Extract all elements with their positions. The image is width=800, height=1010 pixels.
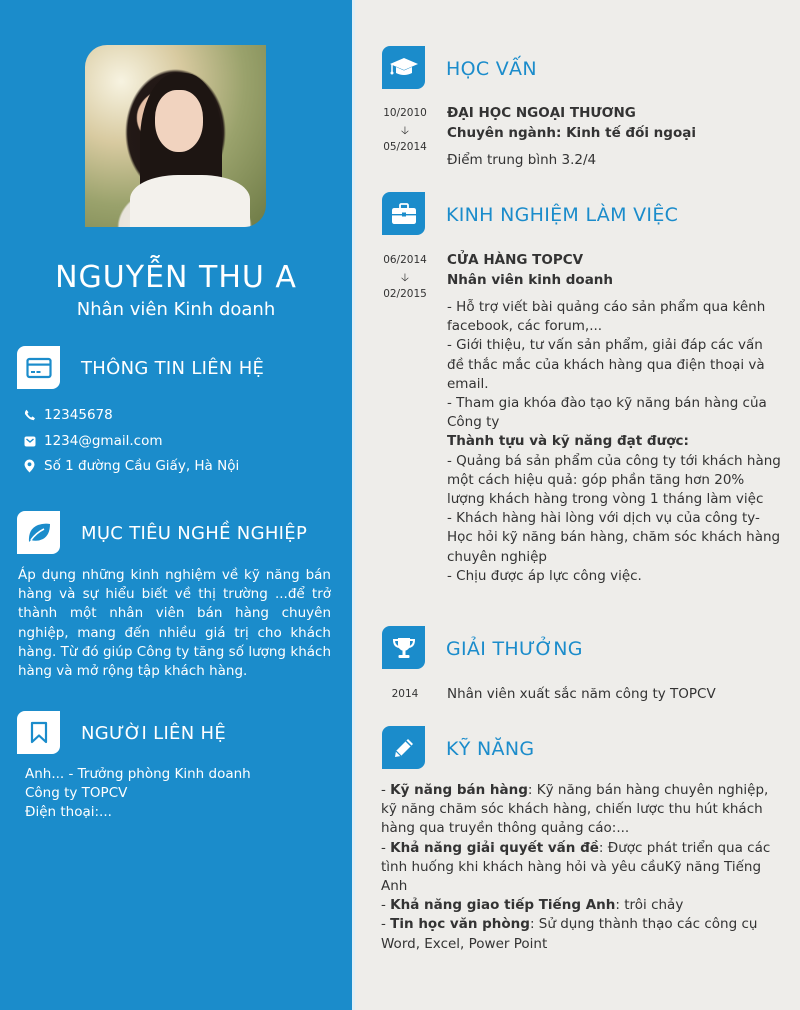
arrow-down-icon: 🡣 (401, 124, 409, 137)
reference-list (25, 765, 335, 823)
experience-end-date: 02/2015 (383, 288, 427, 300)
award-year: 2014 (391, 688, 419, 700)
section-title-skills: KỸ NĂNG (446, 738, 535, 760)
phone-icon (24, 409, 44, 421)
education-major: Chuyên ngành: Kinh tế đối ngoại (447, 125, 696, 141)
section-title-objective: MỤC TIÊU NGHỀ NGHIỆP (81, 523, 308, 544)
graduation-cap-icon (382, 46, 425, 89)
experience-start-date: 06/2014 (383, 254, 427, 266)
profile-photo (85, 45, 266, 227)
experience-company: CỬA HÀNG TOPCV (447, 252, 584, 268)
reference-line: Điện thoại:... (25, 804, 112, 821)
reference-line: Anh... - Trưởng phòng Kinh doanh (25, 766, 251, 782)
skill-item: - Khả năng giải quyết vấn đề: Được phát triển qua các tình huống khi khách hàng hỏi và yêu cầuKỹ năng Tiếng Anh (381, 839, 771, 895)
skill-label: Khả năng giao tiếp Tiếng Anh (390, 897, 616, 914)
experience-achievement: - Khách hàng hài lòng với dịch vụ của công ty- Học hỏi kỹ năng bán hàng, chăm sóc khách hàng chuyên nghiệp (447, 510, 781, 565)
section-title-contact: THÔNG TIN LIÊN HỆ (81, 358, 265, 379)
experience-achievements-title: Thành tựu và kỹ năng đạt được: (447, 433, 689, 450)
skill-item: - Khả năng giao tiếp Tiếng Anh: trôi chảy (381, 897, 684, 914)
objective-text: Áp dụng những kinh nghiệm về kỹ năng bán hàng và sự hiểu biết về thị trường ...để trở thành một nhân viên bán hàng chuyên nghiệp, mang đến nhiều giá trị cho khách hàng. Từ đó giúp Công ty tăng số lượng khách hàng và mở rộng tập khách hàng. (18, 567, 331, 680)
contact-email-text: 1234@gmail.com (44, 433, 163, 449)
briefcase-icon (382, 192, 425, 235)
map-pin-icon (24, 459, 44, 473)
experience-achievement: - Chịu được áp lực công việc. (447, 567, 642, 584)
photo-body (130, 175, 250, 227)
section-title-reference: NGƯỜI LIÊN HỆ (81, 723, 227, 744)
contact-phone (24, 407, 113, 423)
experience-details (447, 298, 782, 586)
skill-item: - Tin học văn phòng: Sử dụng thành thạo các công cụ Word, Excel, Power Point (381, 916, 758, 952)
experience-duty: - Tham gia khóa đào tạo kỹ năng bán hàng của Công ty (447, 395, 767, 431)
education-start-date: 10/2010 (383, 107, 427, 119)
left-sidebar (0, 0, 352, 1010)
award-text: Nhân viên xuất sắc năm công ty TOPCV (447, 686, 716, 702)
skill-text: : Sử dụng thành thạo các công cụ Word, Excel, Power Point (381, 916, 758, 952)
section-title-education: HỌC VẤN (446, 58, 537, 80)
skill-text: : Kỹ năng bán hàng chuyên nghiệp, kỹ năng chăm sóc khách hàng, chiến lược thu hút khách hàng qua truyền thông quảng cáo:... (381, 782, 769, 837)
trophy-icon (382, 626, 425, 669)
pencil-icon (382, 726, 425, 769)
credit-card-icon (17, 346, 60, 389)
leaf-icon (17, 511, 60, 554)
skill-label: Tin học văn phòng (390, 916, 530, 933)
photo-face (155, 90, 203, 152)
skill-label: Khả năng giải quyết vấn đề (390, 839, 599, 856)
contact-phone-text: 12345678 (44, 407, 113, 423)
skill-label: Kỹ năng bán hàng (390, 782, 528, 798)
skills-list (381, 781, 776, 954)
contact-address (24, 458, 239, 474)
envelope-icon (24, 436, 44, 447)
section-title-awards: GIẢI THƯỞNG (446, 638, 583, 660)
contact-address-text: Số 1 đường Cầu Giấy, Hà Nội (44, 458, 240, 474)
contact-email (24, 433, 162, 449)
candidate-name: NGUYỄN THU A (55, 260, 297, 295)
education-gpa: Điểm trung bình 3.2/4 (447, 152, 597, 168)
education-school: ĐẠI HỌC NGOẠI THƯƠNG (447, 105, 636, 121)
bookmark-icon (17, 711, 60, 754)
main-content (355, 0, 800, 1010)
skill-text: : trôi chảy (615, 897, 684, 914)
reference-line: Công ty TOPCV (25, 785, 128, 802)
section-title-experience: KINH NGHIỆM LÀM VIỆC (446, 204, 679, 226)
experience-duty: - Hỗ trợ viết bài quảng cáo sản phẩm qua kênh facebook, các forum,... (447, 299, 766, 335)
arrow-down-icon: 🡣 (401, 271, 409, 284)
education-end-date: 05/2014 (383, 141, 427, 153)
experience-duty: - Giới thiệu, tư vấn sản phẩm, giải đáp các vấn đề thắc mắc của khách hàng qua điện thoại và email. (447, 337, 765, 392)
experience-position: Nhân viên kinh doanh (447, 272, 614, 288)
skill-text: : Được phát triển qua các tình huống khi khách hàng hỏi và yêu cầuKỹ năng Tiếng Anh (381, 839, 771, 895)
candidate-job-title: Nhân viên Kinh doanh (76, 299, 276, 320)
skill-item: - Kỹ năng bán hàng: Kỹ năng bán hàng chuyên nghiệp, kỹ năng chăm sóc khách hàng, chiến lược thu hút khách hàng qua truyền thông quảng cáo:... (381, 782, 769, 837)
experience-achievement: - Quảng bá sản phẩm của công ty tới khách hàng một cách hiệu quả: góp phần tăng hơn 20% lượng khách hàng trong vòng 1 tháng làm việc (447, 452, 781, 508)
